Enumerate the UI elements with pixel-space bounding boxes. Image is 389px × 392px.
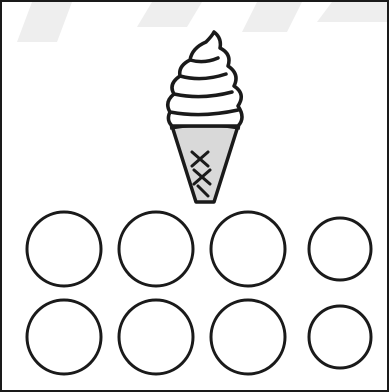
ice-cream-cone-icon <box>162 30 248 208</box>
stamp-slots <box>24 209 374 379</box>
stamp-slot-4 <box>309 218 371 280</box>
stamp-slot-3 <box>211 212 285 286</box>
stamp-slot-7 <box>211 300 285 374</box>
stamp-slot-5 <box>27 300 101 374</box>
stamp-slot-6 <box>119 300 193 374</box>
stamp-slot-1 <box>27 212 101 286</box>
stamp-slot-8 <box>309 306 371 368</box>
stamp-slot-2 <box>119 212 193 286</box>
